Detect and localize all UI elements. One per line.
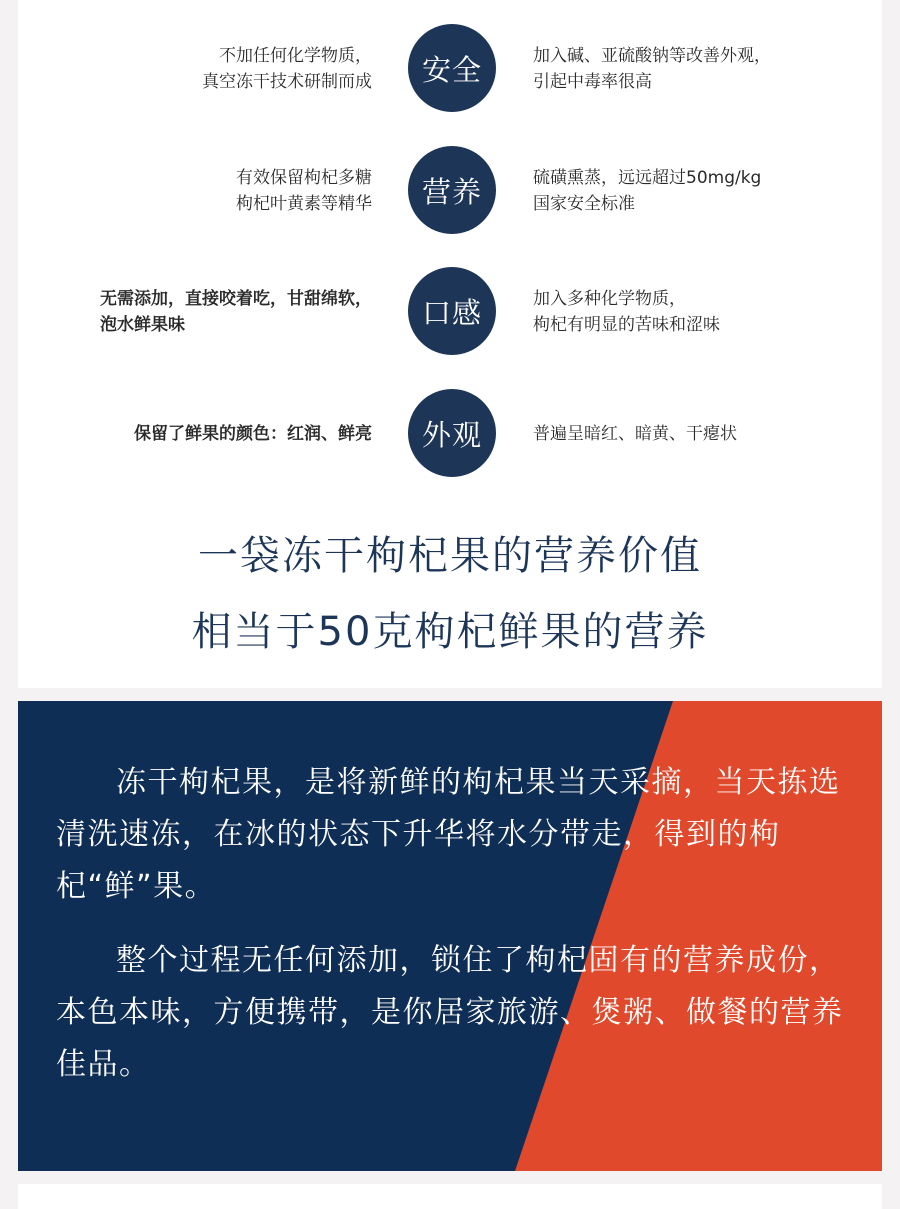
text-line: 普遍呈暗红、暗黄、干瘪状 [533, 424, 737, 444]
ordinary-safety-text [533, 24, 771, 114]
taste-badge: 口感 [408, 267, 496, 355]
appearance-badge: 外观 [408, 389, 496, 477]
text-line: 硫磺熏蒸，远远超过50mg/kg [533, 168, 762, 188]
text-line: 枸杞有明显的苦味和涩味 [533, 315, 720, 335]
headline-line-2: 相当于50克枸杞鲜果的营养 [191, 609, 709, 655]
text-line: 加入多种化学物质， [533, 289, 686, 309]
freeze-dried-taste-text [100, 267, 372, 357]
next-section-edge [18, 1184, 882, 1209]
safety-badge: 安全 [408, 24, 496, 112]
text-line: 引起中毒率很高 [533, 72, 652, 92]
description-banner [18, 701, 882, 1171]
comparison-row-appearance [18, 389, 882, 479]
banner-text [56, 757, 846, 1113]
comparison-row-safety [18, 24, 882, 114]
ordinary-nutrition-text [533, 146, 761, 236]
text-line: 有效保留枸杞多糖 [236, 168, 372, 188]
ordinary-appearance-text [533, 389, 737, 479]
banner-paragraph-1: 冻干枸杞果，是将新鲜的枸杞果当天采摘，当天拣选清洗速冻，在冰的状态下升华将水分带走，得到的枸杞“鲜”果。 [56, 765, 841, 904]
banner-paragraph-2: 整个过程无任何添加，锁住了枸杞固有的营养成份，本色本味，方便携带，是你居家旅游、煲粥、做餐的营养佳品。 [56, 943, 844, 1082]
comparison-row-nutrition [18, 146, 882, 236]
text-line: 不加任何化学物质， [219, 46, 372, 66]
ordinary-taste-text [533, 267, 720, 357]
comparison-row-taste [18, 267, 882, 357]
freeze-dried-appearance-text [134, 389, 372, 479]
text-line: 加入碱、亚硫酸钠等改善外观， [533, 46, 771, 66]
nutrition-badge: 营养 [408, 146, 496, 234]
headline-line-1: 一袋冻干枸杞果的营养价值 [198, 533, 702, 579]
freeze-dried-nutrition-text [236, 146, 372, 236]
text-line: 泡水鲜果味 [100, 315, 185, 335]
text-line: 国家安全标准 [533, 194, 635, 214]
text-line: 枸杞叶黄素等精华 [236, 194, 372, 214]
text-line: 保留了鲜果的颜色：红润、鲜亮 [134, 424, 372, 444]
text-line: 真空冻干技术研制而成 [202, 72, 372, 92]
comparison-section [18, 0, 882, 688]
freeze-dried-safety-text [202, 24, 372, 114]
text-line: 无需添加，直接咬着吃，甘甜绵软， [100, 289, 372, 309]
